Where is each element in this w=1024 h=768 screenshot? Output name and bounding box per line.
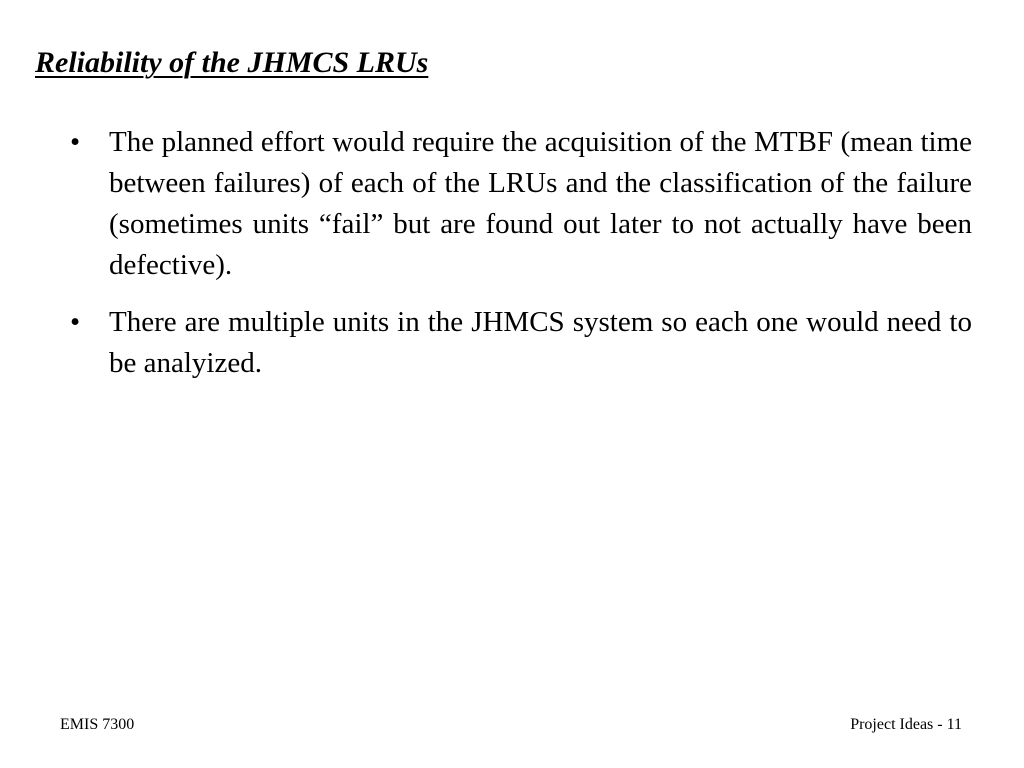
bullet-text: There are multiple units in the JHMCS system so each one would need to be analyized. — [109, 306, 972, 379]
bullet-marker: • — [70, 306, 81, 338]
bullet-text: The planned effort would require the acquisition of the MTBF (mean time between failures) of each of the LRUs and the classification of the failure (sometimes units “fail” but are found out later to not actually have been defective). — [109, 126, 972, 281]
footer-course: EMIS 7300 — [60, 716, 135, 733]
slide-title: Reliability of the JHMCS LRUs — [35, 46, 429, 79]
bullet-item — [70, 302, 972, 384]
bullet-item — [70, 122, 972, 286]
bullet-marker: • — [70, 126, 81, 158]
bullet-list — [70, 122, 972, 400]
footer-page-label: Project Ideas - 11 — [850, 716, 962, 733]
